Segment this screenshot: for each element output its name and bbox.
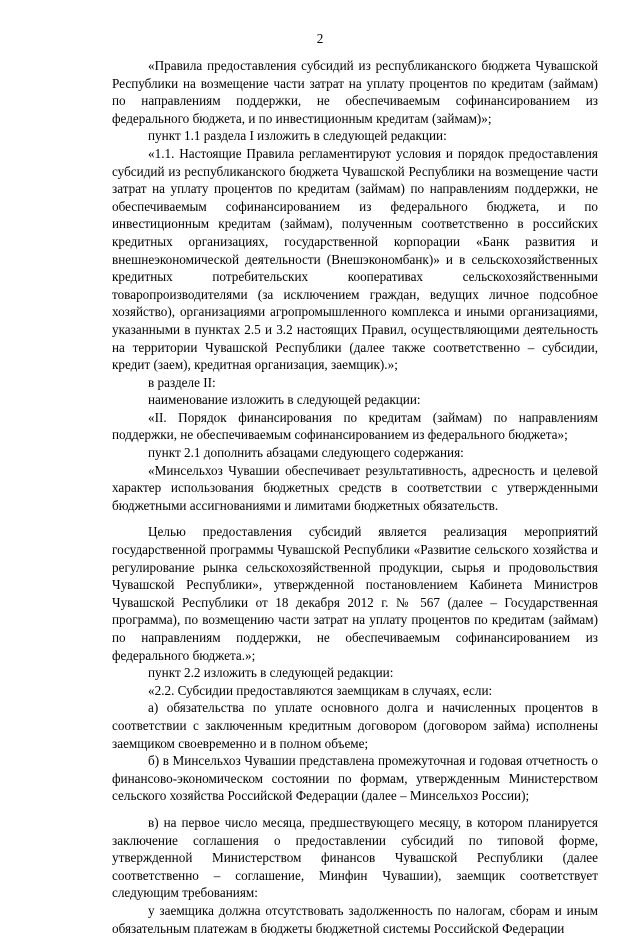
document-body: [112, 57, 598, 937]
paragraph-item-c: в) на первое число месяца, предшествующего месяцу, в котором планируется заключение соглашения о предоставлении субсидий по типовой форме, утвержденной Министерством финансов Чувашской Республики (далее соответственно – соглашение, Минфин Чувашии), заемщик соответствует следующим требованиям:: [112, 814, 598, 901]
paragraph-clause-2-1-b: Целью предоставления субсидий является реализация мероприятий государственной программы Чувашской Республики «Развитие сельского хозяйства и регулирование рынка сельскохозяйственной продукции, сырья и продовольствия Чувашской Республики», утвержденной постановлением Кабинета Министров Чувашской Республики от 18 декабря 2012 г. № 567 (далее – Государственная программа), по возмещению части затрат на уплату процентов по кредитам (займам) по направлениям поддержки, не обеспечиваемым софинансированием из федерального бюджета.»;: [112, 524, 598, 663]
paragraph-clause-2-2: «2.2. Субсидии предоставляются заемщикам в случаях, если:: [148, 682, 493, 698]
page-number: 2: [316, 31, 324, 46]
paragraph-item-a: а) обязательства по уплате основного долга и начисленных процентов в соответствии с заключенным кредитным договором (договором займа) исполнены заемщиком своевременно и в полном объеме;: [112, 700, 598, 751]
paragraph-section-2-title: «II. Порядок финансирования по кредитам (займам) по направлениям поддержки, не обеспечиваемым софинансированием из федерального бюджета»;: [112, 409, 598, 443]
paragraph-rules-title: «Правила предоставления субсидий из республиканского бюджета Чувашской Республики на возмещение части затрат на уплату процентов по кредитам (займам) по направлениям поддержки, не обеспечиваемым софинансированием из федерального бюджета, и по инвестиционным кредитам (займам)»;: [112, 58, 598, 126]
paragraph-instruction: пункт 2.2 изложить в следующей редакции:: [148, 665, 394, 681]
paragraph-instruction: наименование изложить в следующей редакции:: [148, 392, 421, 408]
paragraph-clause-1-1: «1.1. Настоящие Правила регламентируют условия и порядок предоставления субсидий из республиканского бюджета Чувашской Республики на возмещение части затрат на уплату процентов по кредитам (займам) по направлениям поддержки, не обеспечиваемым софинансированием из федерального бюджета, и по инвестиционным кредитам (займам), полученным соответственно в российских кредитных организациях, государственной корпорации «Банк развития и внешнеэкономической деятельности (Внешэкономбанк)» и в сельскохозяйственных кредитных потребительских кооперативах сельскохозяйственными товаропроизводителями (за исключением граждан, ведущих личное подсобное хозяйство), организациями агропромышленного комплекса и иными организациями, указанными в пунктах 2.5 и 3.2 настоящих Правил, осуществляющими деятельность на территории Чувашской Республики (далее также соответственно – субсидии, кредит (заем), кредитная организация, заемщик).»;: [112, 145, 598, 373]
paragraph-item-b: б) в Минсельхоз Чувашии представлена промежуточная и годовая отчетность о финансово-экономическом состоянии по формам, утвержденным Министерством сельского хозяйства Российской Федерации (далее – Минсельхоз России);: [112, 753, 598, 804]
paragraph-instruction: в разделе II:: [148, 374, 216, 390]
paragraph-requirement: у заемщика должна отсутствовать задолженность по налогам, сборам и иным обязательным платежам в бюджеты бюджетной системы Российской Федерации: [112, 902, 598, 936]
paragraph-instruction: пункт 1.1 раздела I изложить в следующей редакции:: [148, 128, 447, 144]
paragraph-clause-2-1-a: «Минсельхоз Чувашии обеспечивает результативность, адресность и целевой характер использования бюджетных средств в соответствии с утвержденными бюджетными ассигнованиями и лимитами бюджетных обязательств.: [112, 462, 598, 513]
paragraph-instruction: пункт 2.1 дополнить абзацами следующего содержания:: [148, 445, 464, 461]
